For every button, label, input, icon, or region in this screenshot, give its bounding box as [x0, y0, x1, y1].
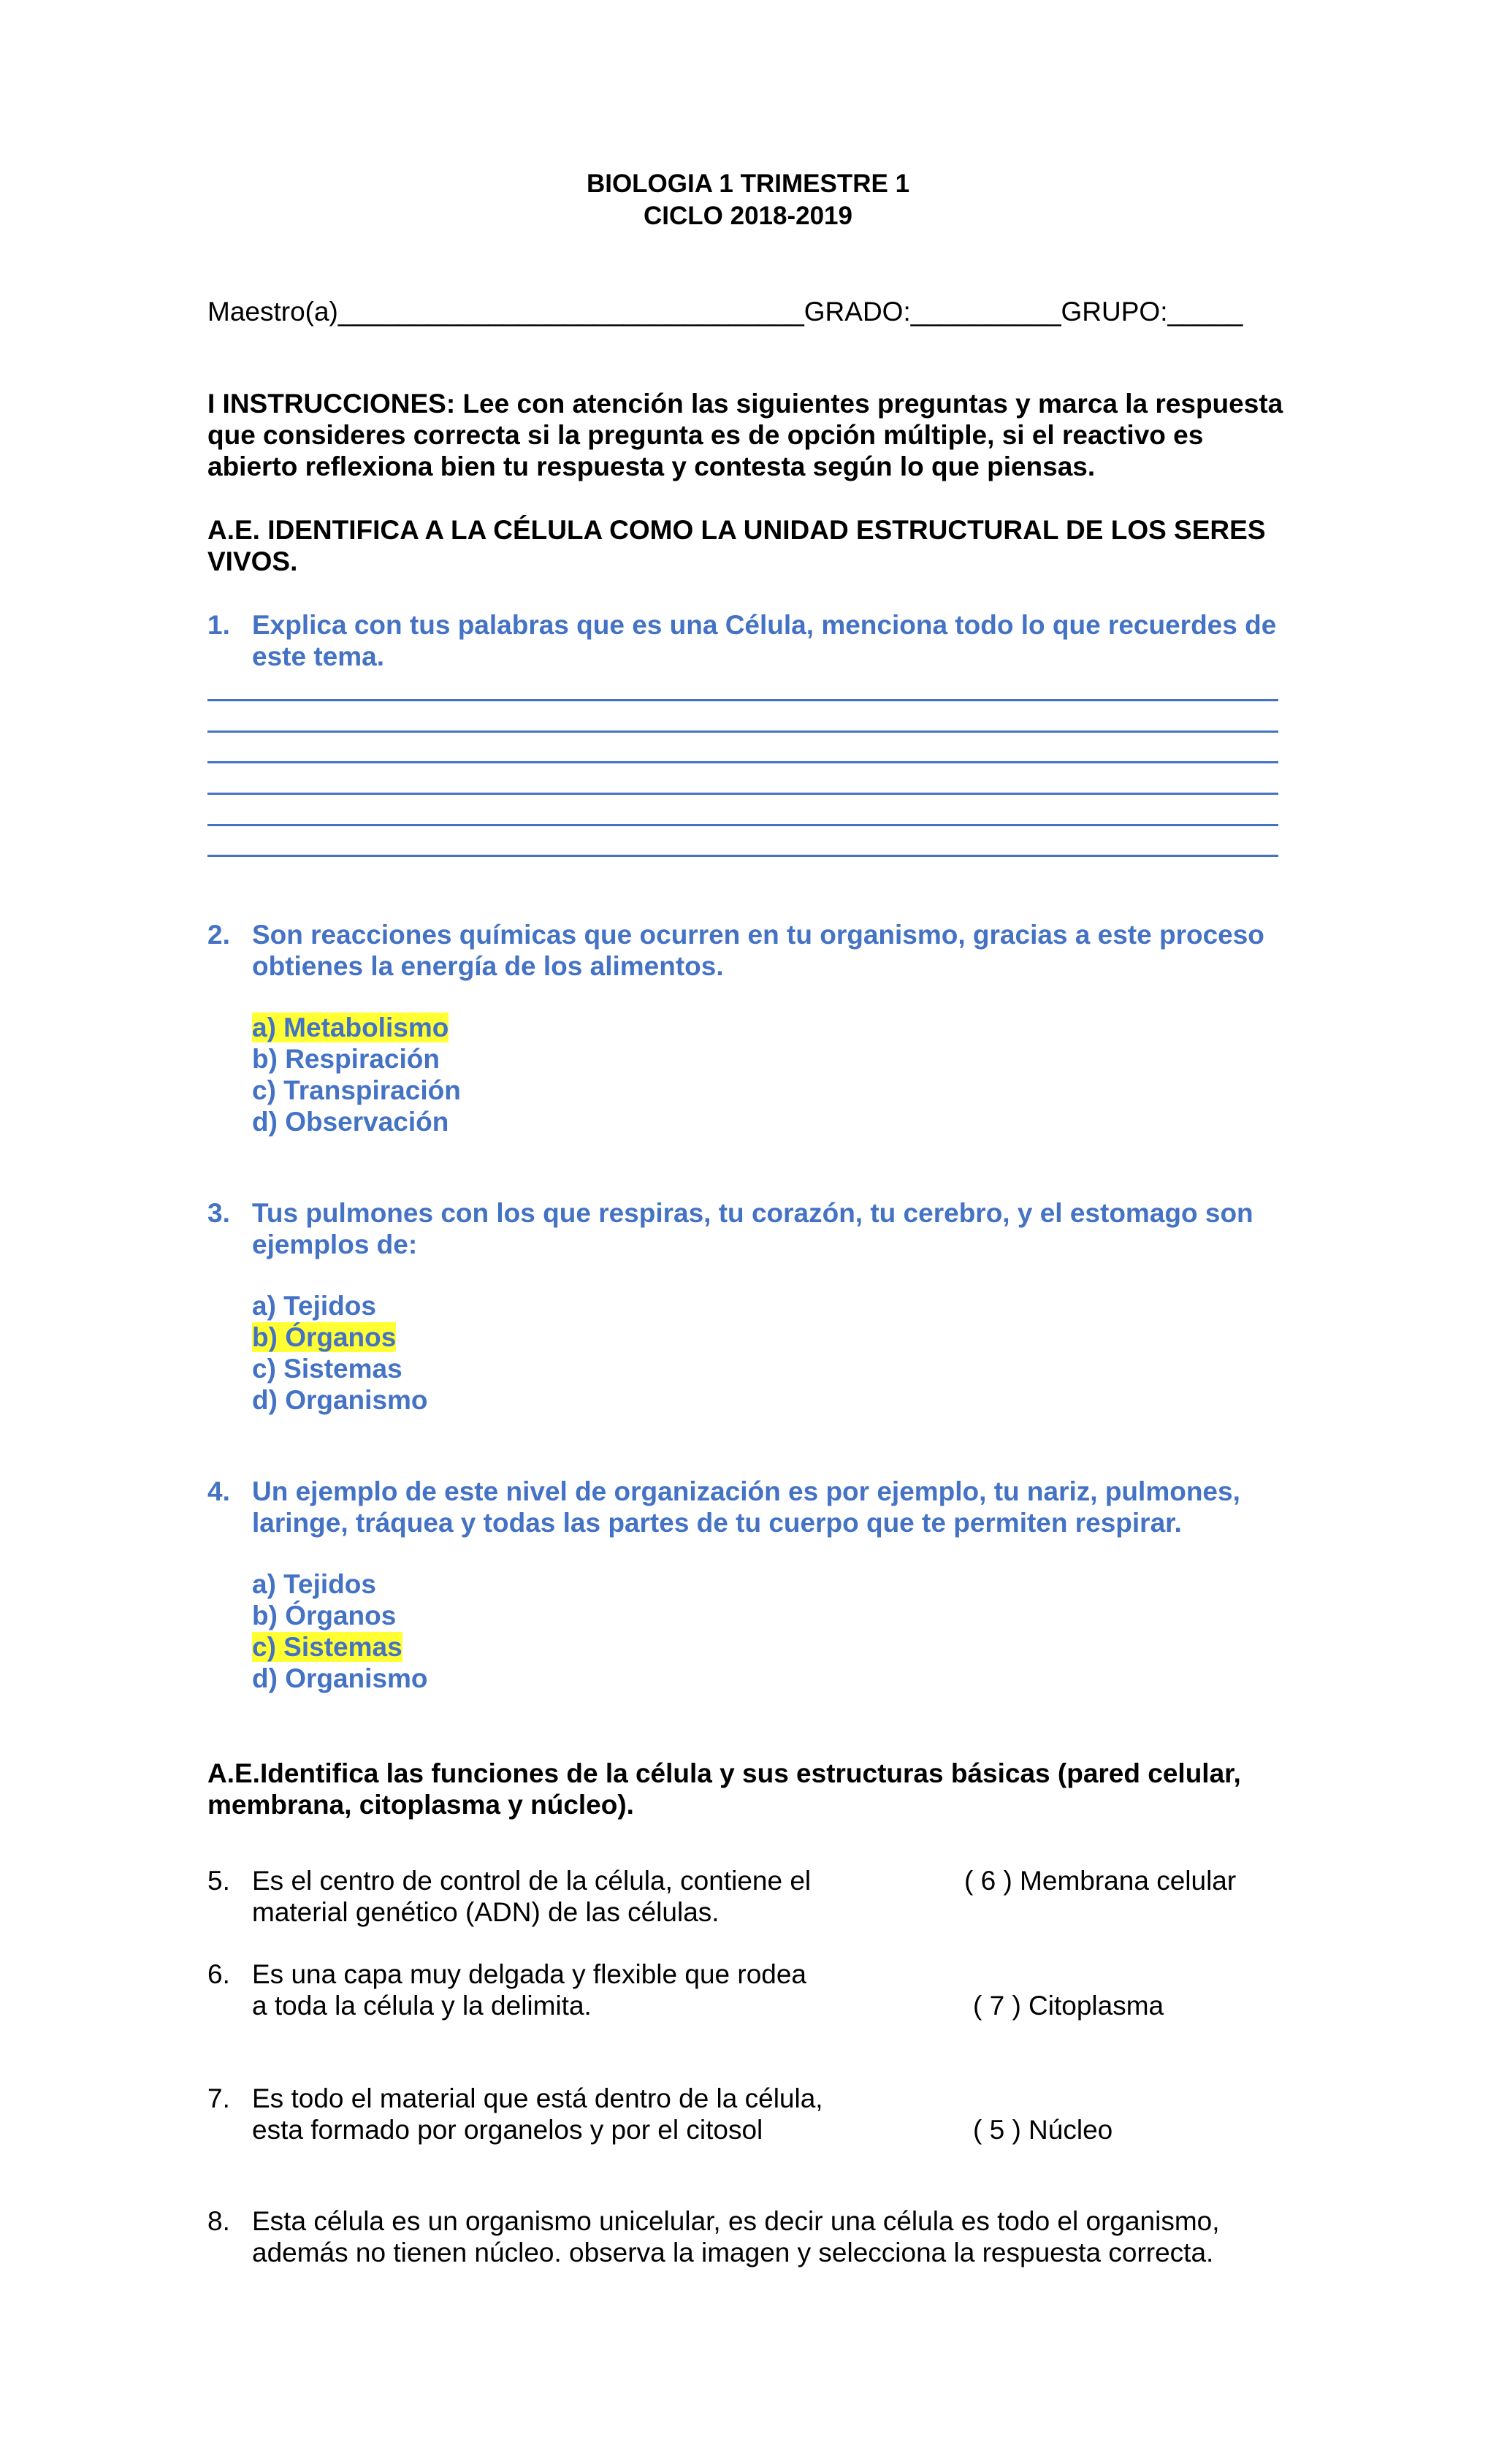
option-a[interactable]: a) Tejidos [252, 1569, 376, 1599]
question-text: Es una capa muy delgada y flexible que rodea [252, 1959, 807, 1989]
answer-highlight: a) Metabolismo [252, 1012, 449, 1042]
option-b-selected[interactable] [252, 1321, 396, 1353]
teacher-grade-group-line: Maestro(a)_______________________________GRADO:__________GRUPO:_____ [207, 297, 1243, 327]
school-cycle: CICLO 2018-2019 [644, 202, 852, 230]
answer-line[interactable] [207, 855, 1278, 857]
question-text: Explica con tus palabras que es una Célula, menciona todo lo que recuerdes de [252, 610, 1277, 640]
option-b[interactable]: b) Órganos [252, 1601, 397, 1630]
instructions-line-1: I INSTRUCCIONES: Lee con atención las siguientes preguntas y marca la respuesta [207, 389, 1283, 419]
question-text: Son reacciones químicas que ocurren en tu organismo, gracias a este proceso [252, 920, 1264, 950]
answer-highlight: b) Órganos [252, 1322, 397, 1352]
match-answer[interactable]: ( 5 ) Núcleo [973, 2115, 1113, 2145]
option-c[interactable]: c) Transpiración [252, 1075, 461, 1105]
question-number: 5. [207, 1866, 230, 1896]
question-number: 3. [207, 1198, 230, 1228]
question-number: 7. [207, 2083, 230, 2113]
option-a[interactable]: a) Tejidos [252, 1291, 376, 1321]
question-text-cont: este tema. [252, 641, 384, 671]
question-text: Es el centro de control de la célula, contiene el [252, 1866, 812, 1896]
question-text: Es todo el material que está dentro de la célula, [252, 2083, 823, 2113]
option-c-selected[interactable] [252, 1631, 402, 1663]
instructions-line-3: abierto reflexiona bien tu respuesta y contesta según lo que piensas. [207, 451, 1096, 481]
question-text: Tus pulmones con los que respiras, tu corazón, tu cerebro, y el estomago son [252, 1198, 1253, 1228]
match-answer[interactable]: ( 7 ) Citoplasma [973, 1991, 1164, 2021]
answer-highlight: c) Sistemas [252, 1632, 402, 1662]
question-text-cont: además no tienen núcleo. observa la imagen y selecciona la respuesta correcta. [252, 2238, 1214, 2267]
question-text-cont: a toda la célula y la delimita. [252, 1991, 592, 2021]
instructions-line-2: que consideres correcta si la pregunta es de opción múltiple, si el reactivo es [207, 420, 1204, 450]
section-heading-2: A.E.Identifica las funciones de la célula y sus estructuras básicas (pared celular, [207, 1758, 1241, 1788]
question-number: 4. [207, 1476, 230, 1506]
question-number: 6. [207, 1959, 230, 1989]
option-b[interactable]: b) Respiración [252, 1044, 440, 1074]
option-c[interactable]: c) Sistemas [252, 1354, 402, 1384]
option-d[interactable]: d) Organismo [252, 1385, 428, 1415]
question-text-cont: material genético (ADN) de las células. [252, 1897, 720, 1927]
question-number: 1. [207, 610, 230, 640]
answer-line[interactable] [207, 761, 1278, 763]
question-number: 2. [207, 920, 230, 950]
question-text-cont: obtienes la energía de los alimentos. [252, 951, 724, 981]
option-d[interactable]: d) Organismo [252, 1663, 428, 1693]
answer-line[interactable] [207, 824, 1278, 826]
question-number: 8. [207, 2206, 230, 2236]
answer-line[interactable] [207, 699, 1278, 701]
question-text: Un ejemplo de este nivel de organización es por ejemplo, tu nariz, pulmones, [252, 1476, 1240, 1506]
match-answer[interactable]: ( 6 ) Membrana celular [964, 1866, 1237, 1896]
answer-line[interactable] [207, 731, 1278, 733]
option-a-selected[interactable] [252, 1012, 449, 1043]
page-title: BIOLOGIA 1 TRIMESTRE 1 [586, 169, 910, 198]
section-heading-1-cont: VIVOS. [207, 546, 298, 576]
question-text-cont: ejemplos de: [252, 1229, 418, 1259]
question-text: Esta célula es un organismo unicelular, es decir una célula es todo el organismo, [252, 2206, 1220, 2236]
option-d[interactable]: d) Observación [252, 1107, 449, 1137]
question-text-cont: laringe, tráquea y todas las partes de tu cuerpo que te permiten respirar. [252, 1508, 1182, 1538]
section-heading-2-cont: membrana, citoplasma y núcleo). [207, 1790, 634, 1820]
question-text-cont: esta formado por organelos y por el citosol [252, 2115, 763, 2145]
answer-line[interactable] [207, 793, 1278, 795]
section-heading-1: A.E. IDENTIFICA A LA CÉLULA COMO LA UNIDAD ESTRUCTURAL DE LOS SERES [207, 515, 1266, 545]
